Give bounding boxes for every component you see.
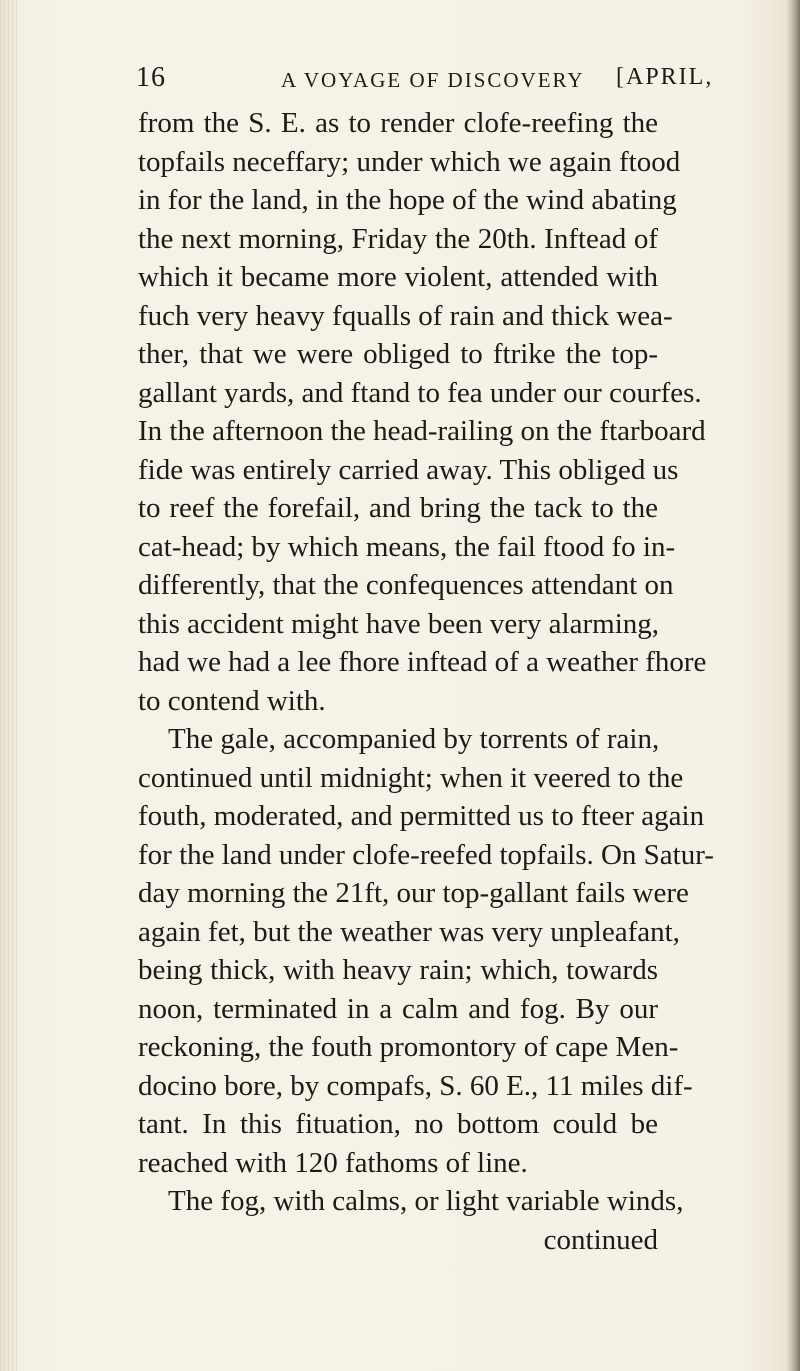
page-edge-shadow [786, 0, 800, 1371]
text-line: in for the land, in the hope of the wind abating [138, 184, 677, 216]
text-line: fouth, moderated, and permitted us to fteer again [138, 800, 705, 832]
text-line: again fet, but the weather was very unpleafant, [138, 915, 680, 948]
text-line: for the land under clofe-reefed topfails. On Satur- [138, 838, 714, 871]
text-line: noon, terminated in a calm and fog. By our [138, 992, 658, 1025]
text-line: ther, that we were obliged to ftrike the top- [138, 338, 658, 370]
text-line: had we had a lee fhore inftead of a weather fhore [138, 646, 707, 678]
text-line: gallant yards, and ftand to fea under our courfes. [138, 376, 702, 409]
text-line: fide was entirely carried away. This obliged us [138, 453, 679, 486]
page-gutter [0, 0, 18, 1371]
body-text [138, 104, 714, 1259]
text-line: to reef the forefail, and bring the tack to the [138, 492, 658, 524]
text-line: this accident might have been very alarming, [138, 607, 660, 640]
text-line: which it became more violent, attended with [138, 261, 658, 293]
text-line: fuch very heavy fqualls of rain and thick wea- [138, 299, 673, 332]
text-line: In the afternoon the head-railing on the ftarboard [138, 415, 706, 447]
text-line: reckoning, the fouth promontory of cape Men- [138, 1031, 679, 1063]
text-line: day morning the 21ft, our top-gallant fails were [138, 877, 689, 909]
text-line: topfails neceffary; under which we again ftood [138, 145, 681, 178]
text-line: docino bore, by compafs, S. 60 E., 11 miles dif- [138, 1069, 693, 1102]
text-line: continued until midnight; when it veered to the [138, 761, 684, 794]
text-line: differently, that the confequences attendant on [138, 569, 674, 601]
page-number: 16 [136, 62, 166, 93]
text-line: from the S. E. as to render clofe-reefing the [138, 107, 658, 139]
paragraph-start-line: The fog, with calms, or light variable winds, [168, 1185, 684, 1217]
text-line: being thick, with heavy rain; which, towards [138, 954, 658, 986]
running-month: [APRIL, [616, 64, 714, 90]
text-line: cat-head; by which means, the fail ftood fo in- [138, 530, 676, 563]
catchword: continued [543, 1223, 658, 1256]
text-line: tant. In this fituation, no bottom could be [138, 1108, 658, 1140]
running-header [136, 62, 714, 102]
text-line: to contend with. [138, 684, 326, 717]
text-line: the next morning, Friday the 20th. Inftead of [138, 222, 658, 255]
paragraph-start-line: The gale, accompanied by torrents of rain, [168, 723, 660, 755]
text-line: reached with 120 fathoms of line. [138, 1146, 528, 1179]
running-title: A VOYAGE OF DISCOVERY [281, 68, 585, 92]
